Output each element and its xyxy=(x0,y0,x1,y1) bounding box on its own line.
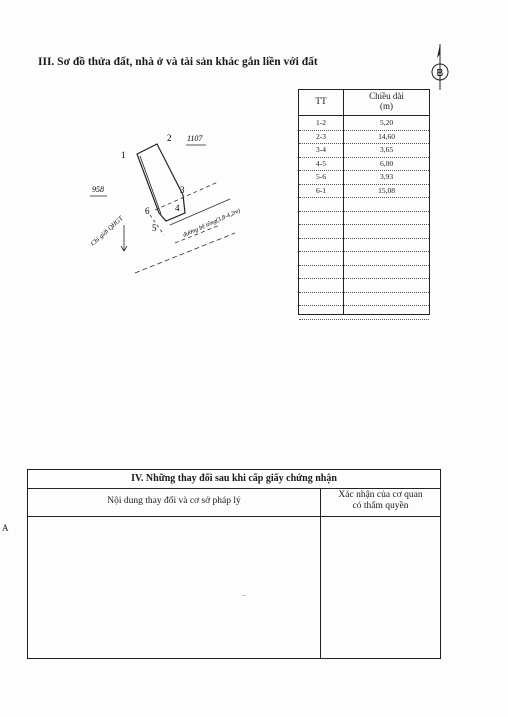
length-table-header-tt: TT xyxy=(315,97,327,107)
segment-length: 15,08 xyxy=(378,185,395,195)
authority-header-line1: Xác nhận của cơ quan xyxy=(338,490,423,500)
parcel-number: 1107 xyxy=(187,134,203,143)
length-table-row xyxy=(299,143,429,158)
length-table-row xyxy=(299,278,429,293)
segment-id: 1-2 xyxy=(316,118,326,127)
segment-id: 5-6 xyxy=(316,172,326,181)
parcel-outline-inner xyxy=(140,156,161,214)
length-header-line2: (m) xyxy=(380,101,393,111)
length-table-row xyxy=(299,305,429,320)
segment-id: 3-4 xyxy=(316,145,326,154)
changes-content-header: Nội dung thay đổi và cơ sở pháp lý xyxy=(107,496,241,506)
length-table-row xyxy=(299,130,429,145)
length-table-row xyxy=(299,197,429,212)
segment-length: 3,65 xyxy=(379,145,394,154)
neighbor-parcel-number: 958 xyxy=(92,185,104,194)
length-table xyxy=(298,89,430,315)
north-marker-label: B xyxy=(436,68,444,79)
length-table-row xyxy=(299,170,429,185)
length-table-row xyxy=(299,238,429,253)
length-table-row xyxy=(299,157,429,172)
length-table-header-length xyxy=(344,91,429,111)
segment-length: 14,60 xyxy=(378,131,395,141)
length-table-row xyxy=(299,211,429,226)
point-label-2: 2 xyxy=(167,133,172,143)
segment-length: 5,20 xyxy=(379,118,394,127)
segment-id: 2-3 xyxy=(316,131,326,141)
length-table-row xyxy=(299,224,429,239)
authority-header-line2: có thẩm quyền xyxy=(352,501,409,511)
segment-id: 4-5 xyxy=(316,158,326,168)
boundary-label: Chỉ giới QHGT xyxy=(89,215,125,248)
length-table-row xyxy=(299,251,429,266)
changes-table xyxy=(27,469,441,659)
section-iv-title: IV. Những thay đổi sau khi cấp giấy chứng nhận xyxy=(131,473,337,484)
margin-mark: A xyxy=(2,523,9,533)
section-iii-title: III. Sơ đồ thửa đất, nhà ở và tài sản khác gắn liền với đất xyxy=(38,56,318,68)
scan-mark: ... xyxy=(242,592,247,598)
point-label-5: 5 xyxy=(152,223,157,233)
length-table-row xyxy=(299,265,429,280)
segment-id: 6-1 xyxy=(316,185,326,195)
segment-length: 3,93 xyxy=(379,172,394,181)
changes-authority-header xyxy=(321,490,440,512)
north-arrow-icon xyxy=(428,42,452,92)
road-line-upper xyxy=(155,182,218,210)
point-label-6: 6 xyxy=(145,206,150,216)
length-header-line1: Chiều dài xyxy=(369,91,404,101)
plot-sketch xyxy=(80,125,280,275)
road-label: đường bê tông(3,8-4,2m) xyxy=(181,207,242,239)
length-table-row xyxy=(299,116,429,131)
point-label-4: 4 xyxy=(175,203,180,213)
point-label-1: 1 xyxy=(121,150,126,160)
length-table-row xyxy=(299,184,429,199)
point-label-3: 3 xyxy=(180,185,185,195)
segment-length: 6,00 xyxy=(379,158,394,168)
length-table-row xyxy=(299,292,429,307)
